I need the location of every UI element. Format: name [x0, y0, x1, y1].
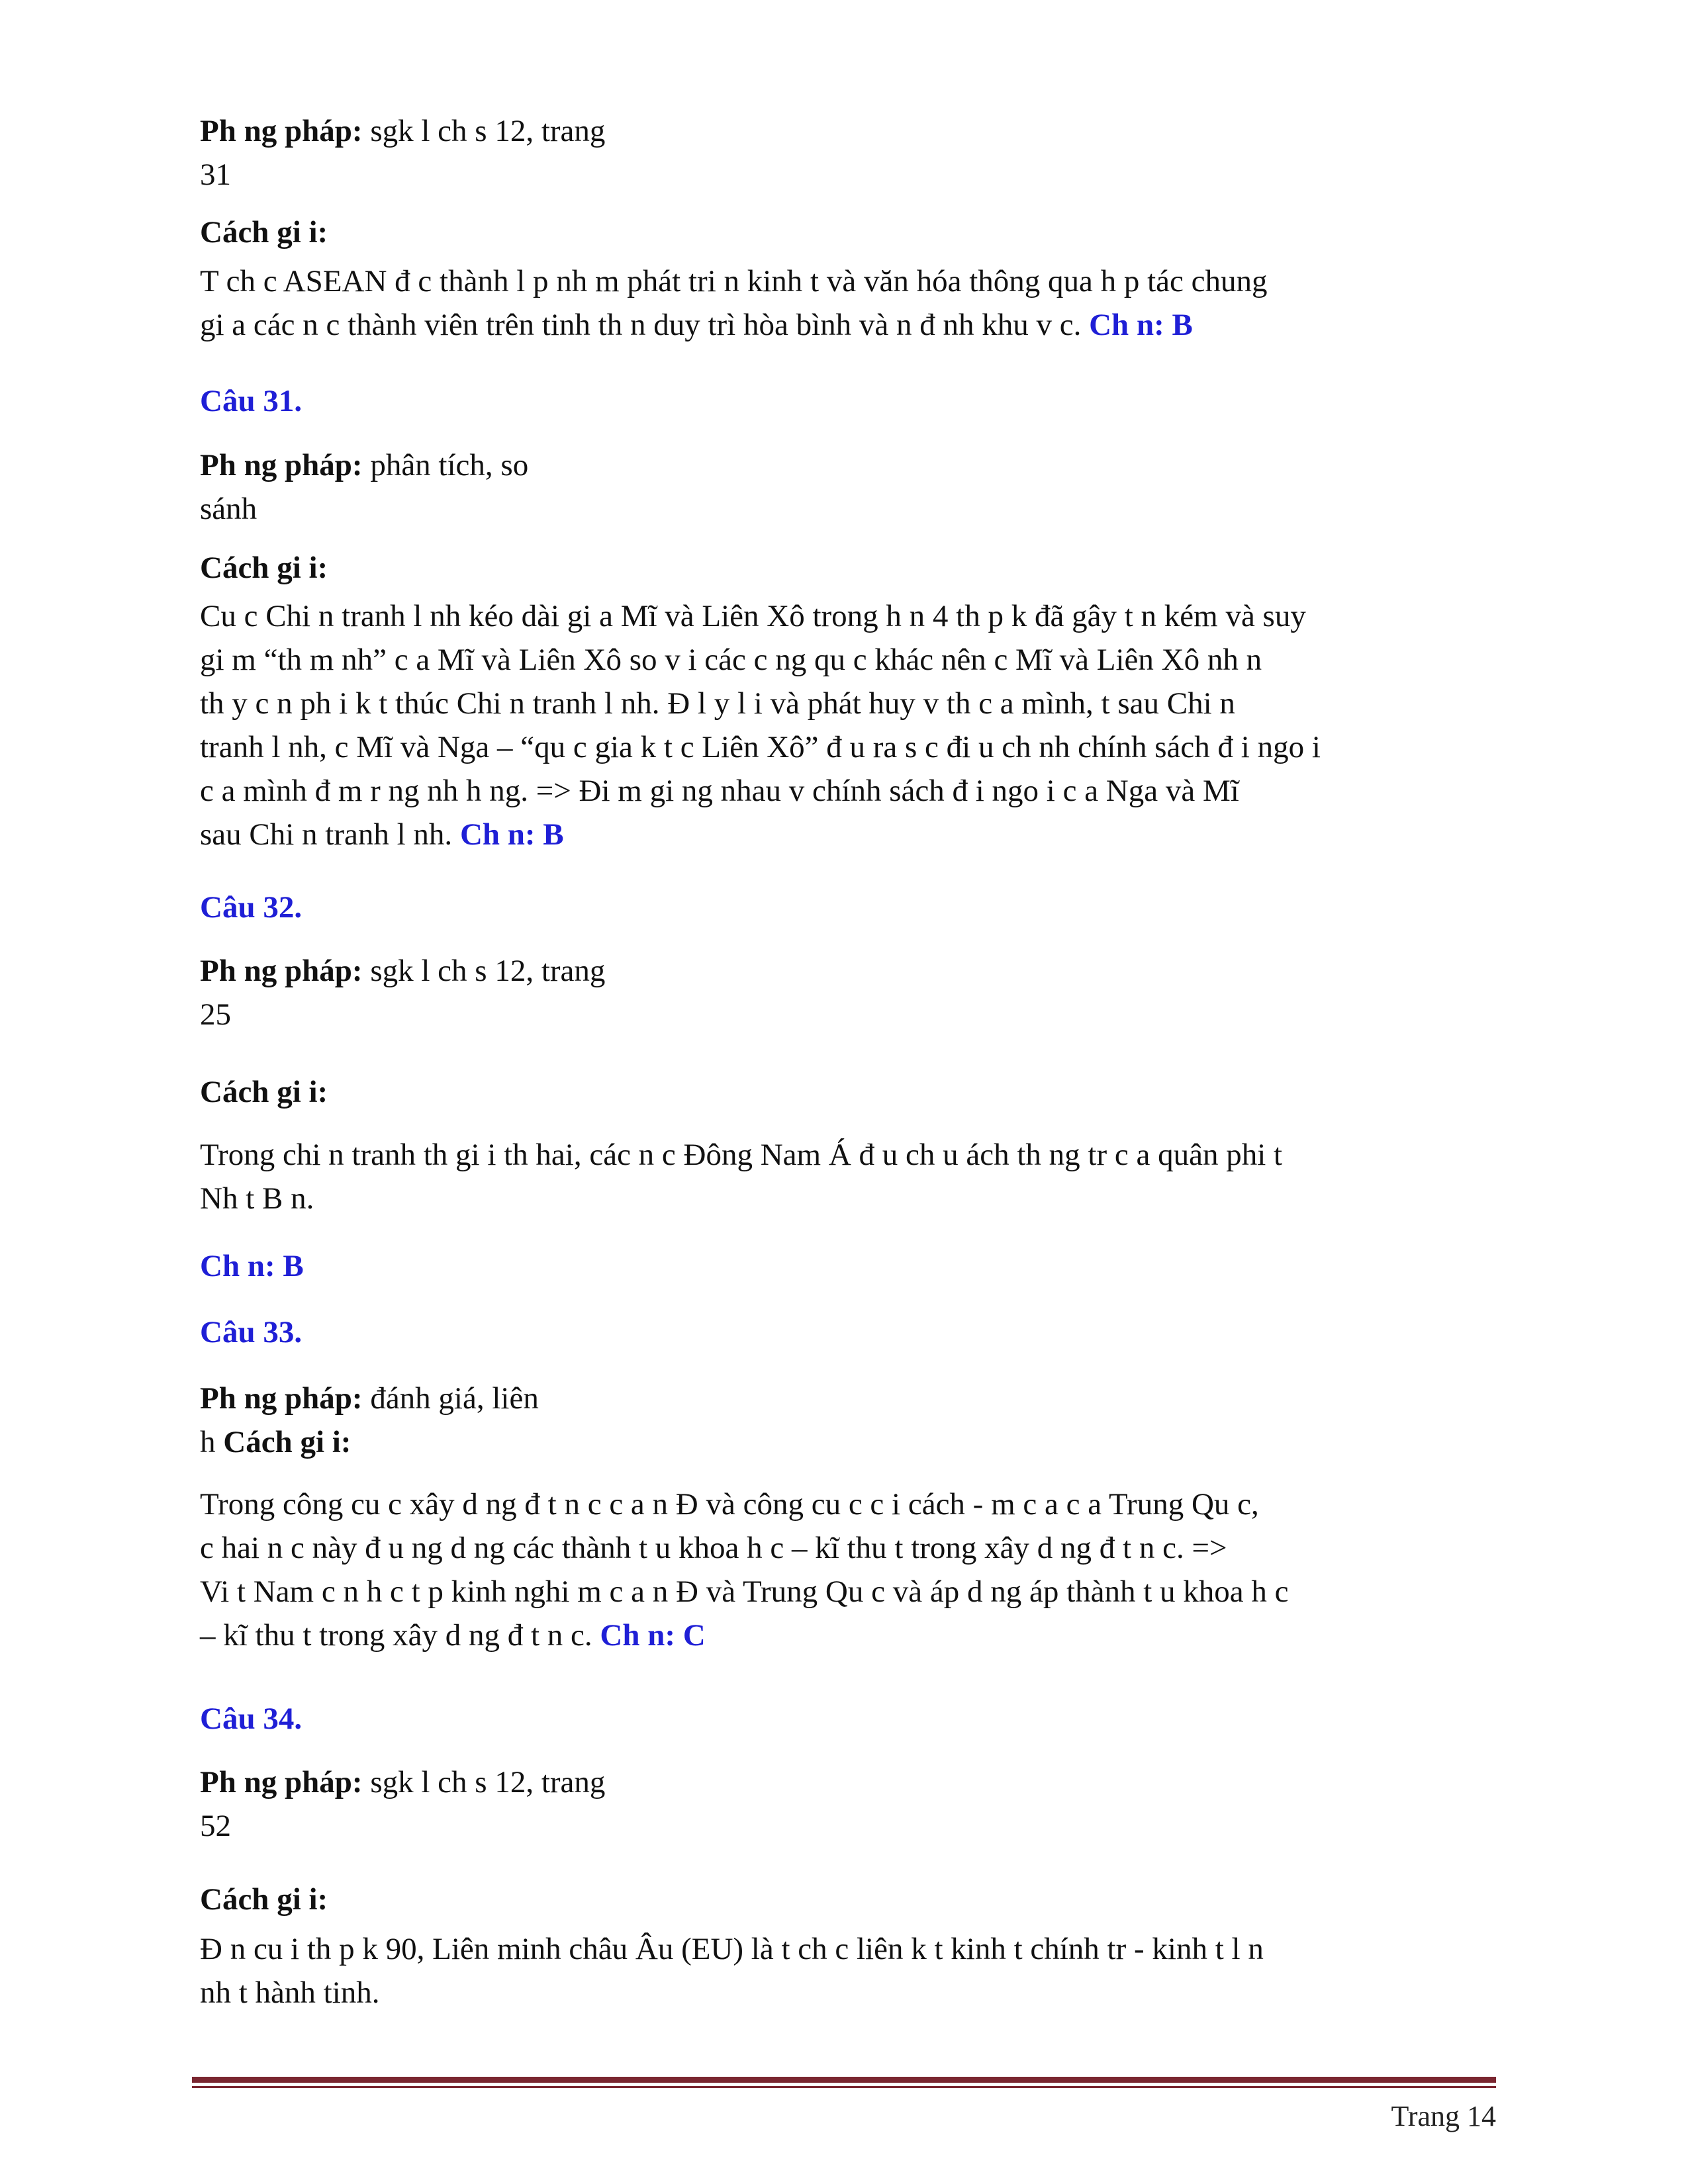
text-line: c a mình đ m r ng nh h ng. => Đi m gi ng nhau v chính sách đ i ngo i c a Nga và Mĩ [200, 774, 1239, 808]
method-label: Ph ng pháp: [200, 954, 363, 988]
answer-label: Ch n: B [459, 817, 564, 852]
q30-solution-heading [200, 210, 328, 254]
q33-heading [200, 1310, 302, 1354]
q31-solution-heading [200, 546, 328, 590]
q32-answer [200, 1244, 304, 1288]
text-line: sánh [200, 492, 258, 526]
solution-heading: Cách gi i: [200, 1075, 328, 1109]
question-heading: Câu 31. [200, 384, 303, 418]
q30-solution [200, 259, 1268, 347]
text-line: đánh giá, liên [362, 1381, 539, 1416]
text-line: th y c n ph i k t thúc Chi n tranh l nh. Đ l y l i và phát huy v th c a mình, t sau Chi n [200, 686, 1235, 721]
solution-heading: Cách gi i: [200, 1882, 328, 1917]
solution-heading: Cách gi i: [223, 1425, 352, 1459]
text-line: sgk l ch s 12, trang [362, 1765, 606, 1799]
method-label: Ph ng pháp: [200, 114, 363, 148]
page-number: Trang 14 [1391, 2100, 1496, 2132]
text-line: 25 [200, 997, 231, 1032]
text-line: Cu c Chi n tranh l nh kéo dài gi a Mĩ và Liên Xô trong h n 4 th p k đã gây t n kém và suy [200, 599, 1306, 633]
text-line: Đ n cu i th p k 90, Liên minh châu Âu (EU) là t ch c liên k t kinh t chính tr - kinh t l n [200, 1932, 1264, 1966]
q31-method [200, 443, 528, 531]
footer-rule-thin [192, 2086, 1496, 2088]
text-line: 31 [200, 158, 231, 192]
q34-heading [200, 1697, 302, 1741]
text-line: 52 [200, 1809, 231, 1843]
q31-solution [200, 594, 1321, 856]
question-heading: Câu 32. [200, 890, 303, 925]
text-line: phân tích, so [362, 448, 529, 482]
q34-solution [200, 1927, 1264, 2015]
question-heading: Câu 34. [200, 1702, 303, 1736]
text-line: gi a các n c thành viên trên tinh th n duy trì hòa bình và n đ nh khu v c. [200, 308, 1090, 342]
text-line: gi m “th m nh” c a Mĩ và Liên Xô so v i các c ng qu c khác nên c Mĩ và Liên Xô nh n [200, 643, 1262, 677]
solution-heading: Cách gi i: [200, 551, 328, 585]
q32-solution [200, 1133, 1282, 1220]
text-line: sgk l ch s 12, trang [362, 114, 606, 148]
text-line: – kĩ thu t trong xây d ng đ t n c. [200, 1618, 600, 1653]
q32-solution-heading [200, 1070, 328, 1114]
text-line: nh t hành tinh. [200, 1976, 380, 2010]
method-label: Ph ng pháp: [200, 1381, 363, 1416]
answer-label: Ch n: C [600, 1618, 706, 1653]
text-line: h [200, 1425, 224, 1459]
q31-heading [200, 379, 302, 423]
q32-heading [200, 886, 302, 929]
method-label: Ph ng pháp: [200, 1765, 363, 1799]
q34-method [200, 1760, 605, 1848]
q30-method [200, 109, 605, 197]
text-line: tranh l nh, c Mĩ và Nga – “qu c gia k t c Liên Xô” đ u ra s c đi u ch nh chính sách đ i ngo i [200, 730, 1321, 764]
method-label: Ph ng pháp: [200, 448, 363, 482]
text-line: c hai n c này đ u ng d ng các thành t u khoa h c – kĩ thu t trong xây d ng đ t n c. => [200, 1531, 1227, 1565]
q33-method [200, 1377, 539, 1464]
solution-heading: Cách gi i: [200, 215, 328, 250]
text-line: Nh t B n. [200, 1181, 314, 1216]
q34-solution-heading [200, 1878, 328, 1921]
text-line: sau Chi n tranh l nh. [200, 817, 460, 852]
text-line: Trong công cu c xây d ng đ t n c c a n Đ và công cu c c i cách - m c a c a Trung Qu c, [200, 1487, 1259, 1522]
q33-solution [200, 1482, 1289, 1657]
text-line: sgk l ch s 12, trang [362, 954, 606, 988]
text-line: Vi t Nam c n h c t p kinh nghi m c a n Đ và Trung Qu c và áp d ng áp thành t u khoa h c [200, 1574, 1289, 1609]
q32-method [200, 949, 605, 1036]
text-line: T ch c ASEAN đ c thành l p nh m phát tri n kinh t và văn hóa thông qua h p tác chung [200, 264, 1268, 298]
text-line: Trong chi n tranh th gi i th hai, các n c Đông Nam Á đ u ch u ách th ng tr c a quân phi t [200, 1138, 1283, 1172]
footer-rule [192, 2077, 1496, 2083]
answer-label: Ch n: B [1089, 308, 1193, 342]
question-heading: Câu 33. [200, 1315, 303, 1349]
answer-label: Ch n: B [200, 1249, 304, 1283]
